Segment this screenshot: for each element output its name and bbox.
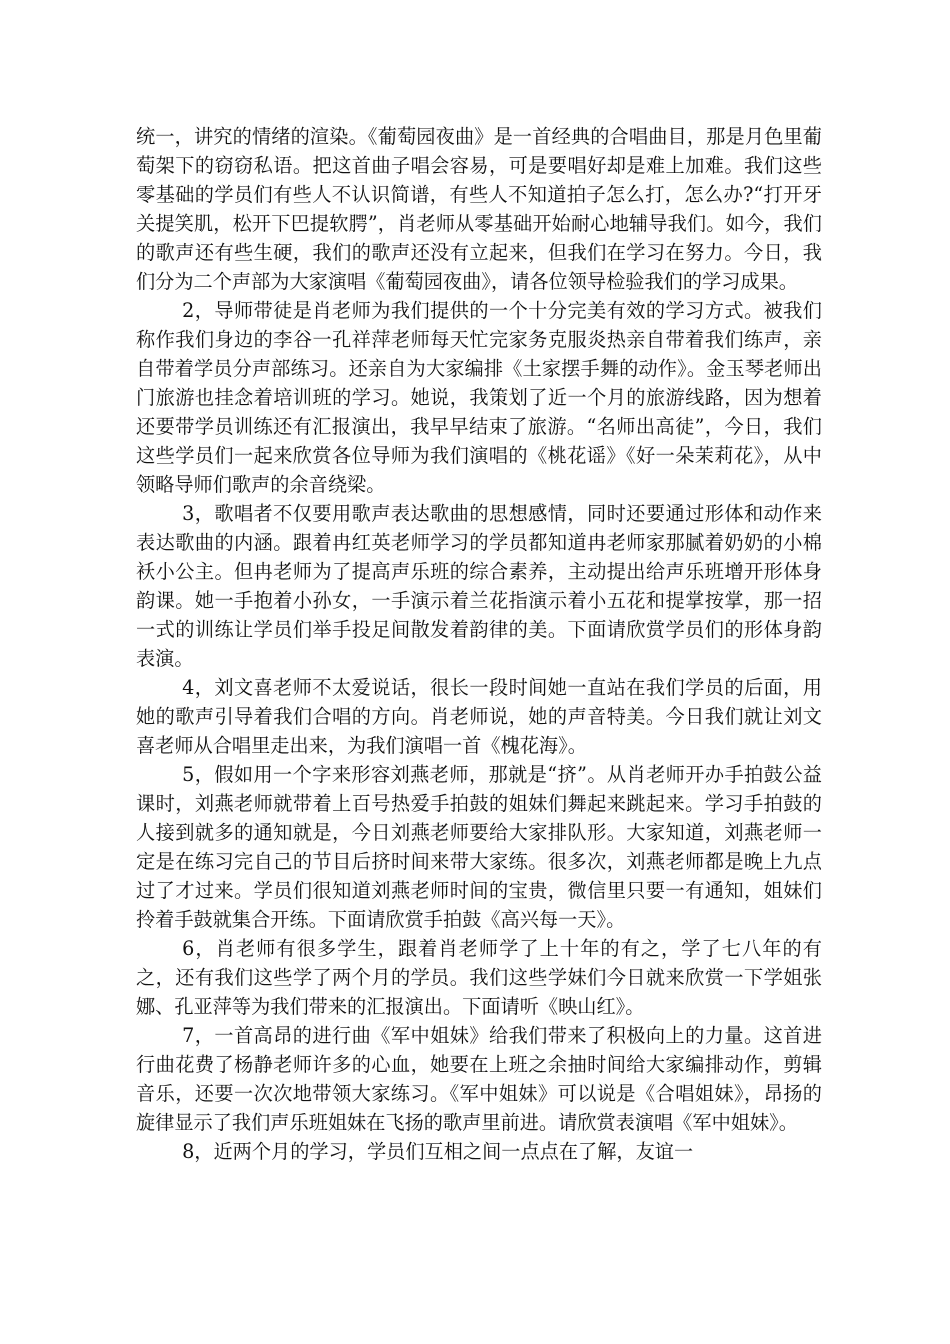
document-page	[136, 122, 822, 1166]
paragraph-7: 7，一首高昂的进行曲《军中姐妹》给我们带来了积极向上的力量。这首进行曲花费了杨静老师许多的心血，她要在上班之余抽时间给大家编排动作，剪辑音乐，还要一次次地带领大家练习。《军中姐妹》可以说是《合唱姐妹》，昂扬的旋律显示了我们声乐班姐妹在飞扬的歌声里前进。请欣赏表演唱《军中姐妹》。	[136, 1024, 822, 1134]
paragraph-3: 3，歌唱者不仅要用歌声表达歌曲的思想感情，同时还要通过形体和动作来表达歌曲的内涵。跟着冉红英老师学习的学员都知道冉老师家那腻着奶奶的小棉袄小公主。但冉老师为了提高声乐班的综合素养，主动提出给声乐班增开形体身韵课。她一手抱着小孙女，一手演示着兰花指演示着小五花和提掌按掌，那一招一式的训练让学员们举手投足间散发着韵律的美。下面请欣赏学员们的形体身韵表演。	[136, 502, 822, 670]
paragraph-8: 8，近两个月的学习，学员们互相之间一点点在了解，友谊一	[182, 1140, 694, 1163]
paragraph-5: 5，假如用一个字来形容刘燕老师，那就是“挤”。从肖老师开办手拍鼓公益课时，刘燕老师就带着上百号热爱手拍鼓的姐妹们舞起来跳起来。学习手拍鼓的人接到就多的通知就是，今日刘燕老师要给大家排队形。大家知道，刘燕老师一定是在练习完自己的节目后挤时间来带大家练。很多次，刘燕老师都是晚上九点过了才过来。学员们很知道刘燕老师时间的宝贵，微信里只要一有通知，姐妹们拎着手鼓就集合开练。下面请欣赏手拍鼓《高兴每一天》。	[136, 763, 822, 931]
paragraph-continued: 统一，讲究的情绪的渲染。《葡萄园夜曲》是一首经典的合唱曲目，那是月色里葡萄架下的窃窃私语。把这首曲子唱会容易，可是要唱好却是难上加难。我们这些零基础的学员们有些人不认识简谱，有些人不知道拍子怎么打，怎么办?“打开牙关提笑肌，松开下巴提软腭”，肖老师从零基础开始耐心地辅导我们。如今，我们的歌声还有些生硬，我们的歌声还没有立起来，但我们在学习在努力。今日，我们分为二个声部为大家演唱《葡萄园夜曲》，请各位领导检验我们的学习成果。	[136, 125, 822, 293]
paragraph-2: 2，导师带徒是肖老师为我们提供的一个十分完美有效的学习方式。被我们称作我们身边的李谷一孔祥萍老师每天忙完家务克服炎热亲自带着我们练声，亲自带着学员分声部练习。还亲自为大家编排《土家摆手舞的动作》。金玉琴老师出门旅游也挂念着培训班的学习。她说，我策划了近一个月的旅游线路，因为想着还要带学员训练还有汇报演出，我早早结束了旅游。“名师出高徒”，今日，我们这些学员们一起来欣赏各位导师为我们演唱的《桃花谣》《好一朵茉莉花》，从中领略导师们歌声的余音绕梁。	[136, 299, 822, 496]
paragraph-4: 4，刘文喜老师不太爱说话，很长一段时间她一直站在我们学员的后面，用她的歌声引导着我们合唱的方向。肖老师说，她的声音特美。今日我们就让刘文喜老师从合唱里走出来，为我们演唱一首《槐花海》。	[136, 676, 822, 757]
paragraph-6: 6，肖老师有很多学生，跟着肖老师学了上十年的有之，学了七八年的有之，还有我们这些学了两个月的学员。我们这些学妹们今日就来欣赏一下学姐张娜、孔亚萍等为我们带来的汇报演出。下面请听《映山红》。	[136, 937, 822, 1018]
